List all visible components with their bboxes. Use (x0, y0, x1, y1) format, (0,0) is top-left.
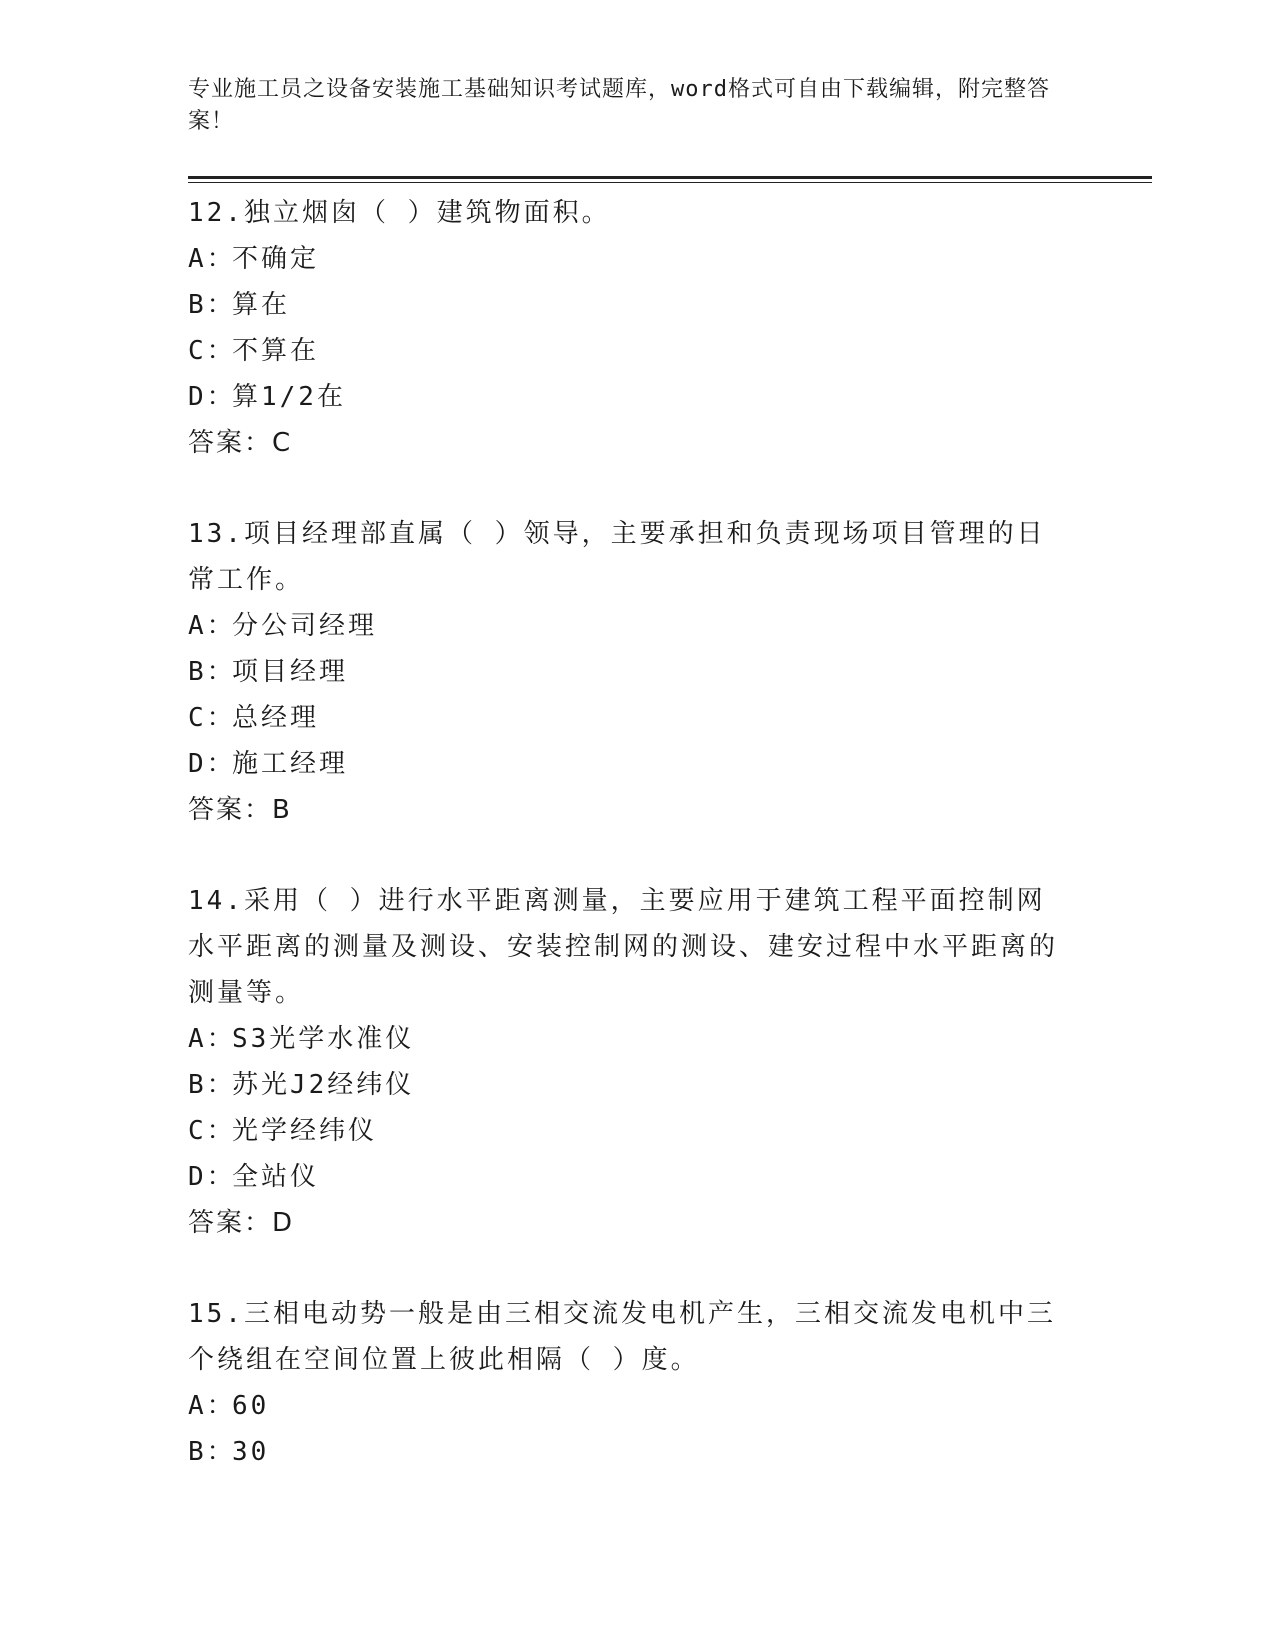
option-c (188, 328, 1068, 374)
option-text: S3光学水准仪 (232, 1024, 415, 1054)
option-letter: D： (188, 1162, 236, 1192)
question-stem: 13.项目经理部直属（ ）领导，主要承担和负责现场项目管理的日常工作。 (188, 519, 1046, 595)
answer-line: 答案：B (188, 795, 292, 825)
option-text: 光学经纬仪 (232, 1116, 378, 1146)
option-text: 苏光J2经纬仪 (232, 1070, 415, 1100)
option-b (188, 1062, 1068, 1108)
option-c (188, 695, 1068, 741)
option-letter: B： (188, 657, 236, 687)
option-letter: B： (188, 1437, 236, 1467)
question-13 (188, 511, 1068, 833)
option-text: 总经理 (232, 703, 320, 733)
option-d (188, 741, 1068, 787)
option-letter: C： (188, 703, 236, 733)
option-letter: C： (188, 1116, 236, 1146)
option-a (188, 236, 1068, 282)
question-stem: 12.独立烟囱（ ）建筑物面积。 (188, 198, 611, 228)
option-letter: C： (188, 336, 236, 366)
option-text: 施工经理 (232, 749, 349, 779)
option-text: 不算在 (232, 336, 320, 366)
option-letter: B： (188, 1070, 236, 1100)
option-text: 全站仪 (232, 1162, 320, 1192)
question-12 (188, 190, 1068, 466)
document-header: 专业施工员之设备安装施工基础知识考试题库，word格式可自由下载编辑，附完整答案！ (188, 77, 1050, 134)
question-stem: 15.三相电动势一般是由三相交流发电机产生，三相交流发电机中三个绕组在空间位置上彼此相隔（ ）度。 (188, 1299, 1056, 1375)
question-15 (188, 1291, 1068, 1475)
option-text: 不确定 (232, 244, 320, 274)
option-letter: D： (188, 382, 236, 412)
answer-line: 答案：C (188, 428, 293, 458)
question-stem: 14.采用（ ）进行水平距离测量，主要应用于建筑工程平面控制网水平距离的测量及测设、安装控制网的测设、建安过程中水平距离的测量等。 (188, 886, 1059, 1008)
option-letter: A： (188, 1024, 236, 1054)
option-b (188, 282, 1068, 328)
option-a (188, 1383, 1068, 1429)
header-rule-thin (188, 182, 1152, 183)
option-text: 算1/2在 (232, 382, 346, 412)
option-letter: D： (188, 749, 236, 779)
option-text: 项目经理 (232, 657, 349, 687)
option-text: 30 (232, 1437, 270, 1467)
question-14 (188, 878, 1068, 1246)
option-text: 分公司经理 (232, 611, 378, 641)
option-b (188, 649, 1068, 695)
answer-line: 答案：D (188, 1208, 295, 1238)
option-letter: A： (188, 611, 236, 641)
option-c (188, 1108, 1068, 1154)
option-letter: A： (188, 244, 236, 274)
option-b (188, 1429, 1068, 1475)
option-a (188, 603, 1068, 649)
question-list (188, 190, 1068, 1520)
option-d (188, 374, 1068, 420)
option-a (188, 1016, 1068, 1062)
header-rule-thick (188, 176, 1152, 179)
option-letter: A： (188, 1391, 236, 1421)
option-text: 60 (232, 1391, 270, 1421)
option-letter: B： (188, 290, 236, 320)
option-text: 算在 (232, 290, 291, 320)
option-d (188, 1154, 1068, 1200)
